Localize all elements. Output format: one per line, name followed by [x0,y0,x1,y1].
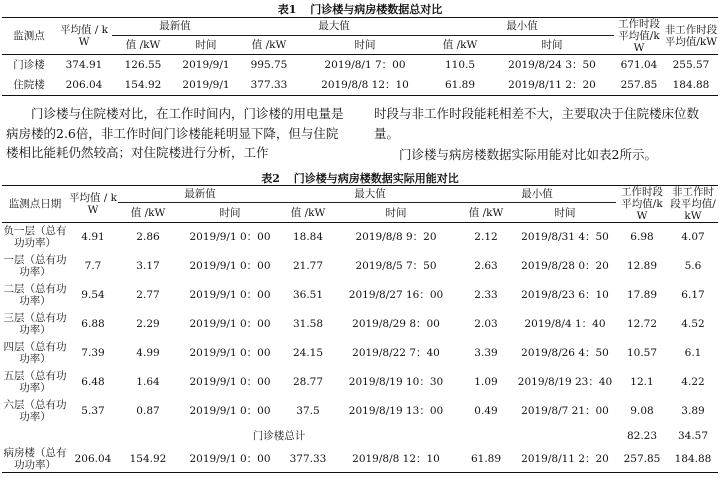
row-min-value: 2.03 [474,318,498,330]
row-work-avg: 17.89 [626,289,658,301]
row-max-time: 2019/8/1 7：00 [324,59,406,72]
row-nonwork-avg: 6.1 [684,347,702,359]
row-latest-value: 2.86 [136,231,160,244]
row-latest-time: 2019/9/1 [182,59,230,72]
row-min-time: 2019/8/4 1：40 [524,318,606,330]
row-work-avg: 257.85 [620,79,658,92]
table2-header-latest: 最新值 [118,186,282,203]
row-latest-time: 2019/9/1 [182,79,230,92]
row-avg: 206.04 [74,452,112,465]
row-max-time: 2019/8/19 13：00 [348,405,444,417]
table-row [2,76,718,96]
row-latest-value: 2.29 [136,318,160,330]
table-row [2,223,718,252]
row-name: 四层（总有功功率） [3,341,67,365]
row-min-time: 2019/8/23 6：10 [521,289,609,301]
row-avg: 374.91 [65,59,103,72]
table2-header-max: 最大值 [282,186,458,203]
table2-total-row [2,426,718,446]
row-max-time: 2019/8/29 8：00 [352,318,440,330]
table-row [2,397,718,426]
row-nonwork-avg: 255.57 [672,59,710,72]
table2-header-min-value: 值 /kW [468,206,504,219]
row-latest-value: 3.17 [136,260,160,272]
table-row [2,339,718,368]
row-min-time: 2019/8/26 4：50 [521,347,609,359]
row-work-avg: 12.89 [626,260,658,272]
row-latest-value: 2.77 [136,289,160,301]
table1-header-latest-time: 时间 [195,38,217,51]
row-latest-value: 1.64 [136,376,160,388]
row-min-value: 3.39 [474,347,498,359]
row-nonwork-avg: 5.6 [684,260,702,272]
row-work-avg: 671.04 [620,59,658,72]
row-latest-time: 2019/9/1 0：00 [189,376,271,388]
row-max-time: 2019/8/19 10：30 [348,376,444,388]
row-name: 住院楼 [13,79,45,92]
table-row [2,310,718,339]
table1-header-work-avg: 工作时段平均值/kW [618,18,660,54]
row-work-avg: 6.98 [630,231,654,244]
row-latest-time: 2019/9/1 0：00 [189,318,271,330]
row-max-value: 36.51 [292,289,324,301]
row-latest-value: 4.99 [136,347,160,359]
row-min-value: 61.89 [444,79,476,92]
row-max-value: 31.58 [292,318,324,330]
row-avg: 6.48 [81,376,105,388]
row-latest-time: 2019/9/1 0：00 [189,452,271,465]
table1-caption [0,1,720,17]
table1-caption-title: 门诊楼与病房楼数据总对比 [310,3,443,16]
row-max-time: 2019/8/22 7：40 [352,347,440,359]
row-work-avg: 257.85 [623,452,661,465]
row-latest-time: 2019/9/1 0：00 [189,231,271,244]
row-min-value: 1.09 [474,376,498,388]
row-nonwork-avg: 184.88 [672,79,710,92]
table1-header-max-time: 时间 [354,38,376,51]
row-work-avg: 12.1 [630,376,654,388]
table1-header-min-value: 值 /kW [442,38,478,51]
table1-caption-number: 表1 [277,3,297,16]
table1-header-min: 最小值 [430,18,614,36]
row-nonwork-avg: 3.89 [681,405,705,417]
row-avg: 4.91 [81,231,105,244]
row-max-value: 995.75 [250,59,288,72]
row-max-value: 24.15 [292,347,324,359]
body-paragraph-right: 时段与非工作时段能耗相差不大，主要取决于住院楼床位数量。 [374,106,700,141]
table2-header-point: 监测点日期 [8,198,62,210]
row-name: 五层（总有功功率） [3,370,67,394]
table1 [2,17,718,96]
row-min-time: 2019/8/28 0：20 [521,260,609,272]
table-row [2,252,718,281]
row-max-value: 28.77 [292,376,324,388]
row-min-time: 2019/8/24 3：50 [508,59,596,72]
row-avg: 206.04 [65,79,103,92]
row-min-value: 2.12 [474,231,498,244]
row-nonwork-avg: 4.07 [681,231,705,244]
table2 [2,185,718,473]
table2-ward-row [2,446,718,473]
table2-header-min-time: 时间 [554,206,576,219]
table2-caption-number: 表2 [261,172,280,185]
table1-header-latest-value: 值 /kW [125,38,161,51]
table2-caption-title: 门诊楼与病房楼数据实际用能对比 [293,172,459,185]
row-latest-time: 2019/9/1 0：00 [189,260,271,272]
row-min-value: 0.49 [474,405,498,417]
row-max-value: 18.84 [292,231,324,244]
row-max-time: 2019/8/8 9：20 [355,231,437,244]
row-min-time: 2019/8/19 23：40 [517,376,613,388]
row-nonwork-avg: 4.52 [681,318,705,330]
table1-header-latest: 最新值 [112,18,238,36]
row-avg: 7.7 [84,260,102,272]
row-min-time: 2019/8/11 2：20 [521,452,609,465]
table1-header-max: 最大值 [238,18,430,36]
table2-header-row [2,186,718,203]
row-max-time: 2019/8/8 12：10 [352,452,440,465]
table2-header-max-time: 时间 [385,206,407,219]
row-avg: 9.54 [81,289,105,301]
row-latest-time: 2019/9/1 0：00 [189,289,271,301]
row-latest-value: 126.55 [124,59,162,72]
table-row [2,55,718,76]
row-max-time: 2019/8/8 12：10 [321,79,409,92]
table1-header-max-value: 值 /kW [251,38,287,51]
row-work-avg: 12.72 [626,318,658,330]
total-work-avg: 82.23 [626,429,658,442]
row-latest-value: 154.92 [124,79,162,92]
table2-header-max-value: 值 /kW [290,206,326,219]
row-latest-time: 2019/9/1 0：00 [189,347,271,359]
row-max-value: 37.5 [296,405,320,417]
table2-header-work-avg: 工作时段平均值/kW [621,186,663,222]
table2-header-latest-value: 值 /kW [130,206,166,219]
row-max-value: 21.77 [292,260,324,272]
table2-caption [0,170,720,186]
row-avg: 7.39 [81,347,105,359]
row-min-value: 2.63 [474,260,498,272]
table2-header-min: 最小值 [458,186,616,203]
total-nonwork-avg: 34.57 [677,429,709,442]
row-name: 三层（总有功功率） [3,312,67,336]
body-paragraph-left: 门诊楼与住院楼对比，在工作时间内，门诊楼的用电量是病房楼的2.6倍，非工作时间门诊楼能耗明显下降，但与住院楼相比能耗仍然较高；对住院楼进行分析，工作 [6,106,344,160]
row-max-value: 377.33 [250,79,288,92]
table1-header-min-time: 时间 [541,38,563,51]
row-nonwork-avg: 4.22 [681,376,705,388]
row-max-time: 2019/8/27 16：00 [348,289,444,301]
row-latest-value: 0.87 [136,405,160,417]
table2-body [2,223,718,426]
row-work-avg: 9.08 [630,405,654,417]
row-min-value: 2.33 [474,289,498,301]
row-avg: 6.88 [81,318,105,330]
row-latest-value: 154.92 [129,452,167,465]
table1-header-nonwork-avg: 非工作时段平均值/kW [664,24,718,48]
row-nonwork-avg: 184.88 [674,452,712,465]
row-max-value: 377.33 [289,452,327,465]
row-work-avg: 10.57 [626,347,658,359]
row-nonwork-avg: 6.17 [681,289,705,301]
row-name: 负一层（总有功功率） [3,225,67,250]
row-latest-time: 2019/9/1 0：00 [189,405,271,417]
row-name: 一层（总有功功率） [3,254,67,278]
row-name: 门诊楼 [13,59,45,72]
row-name: 病房楼（总有功功率） [3,446,67,471]
row-avg: 5.37 [81,405,105,417]
row-min-time: 2019/8/11 2：20 [508,79,596,92]
row-name: 六层（总有功功率） [3,399,67,423]
table2-header-avg: 平均值 / kW [68,192,118,216]
table-row [2,281,718,310]
row-max-time: 2019/8/5 7：50 [355,260,437,272]
row-min-time: 2019/8/7 21：00 [521,405,609,417]
table-row [2,368,718,397]
row-min-value: 110.5 [444,59,476,72]
total-label: 门诊楼总计 [252,429,306,442]
row-min-value: 61.89 [470,452,502,465]
body-paragraph-intro: 门诊楼与病房楼数据实际用能对比如表2所示。 [399,147,657,162]
row-name: 二层（总有功功率） [3,283,67,307]
table1-header-point: 监测点 [13,30,45,42]
table1-header-row [2,18,718,36]
table1-header-avg: 平均值 / kW [59,24,109,48]
table2-header-nonwork-avg: 非工作时段平均值/kW [670,186,716,222]
table2-header-latest-time: 时间 [219,206,241,219]
row-min-time: 2019/8/31 4：50 [521,231,609,244]
